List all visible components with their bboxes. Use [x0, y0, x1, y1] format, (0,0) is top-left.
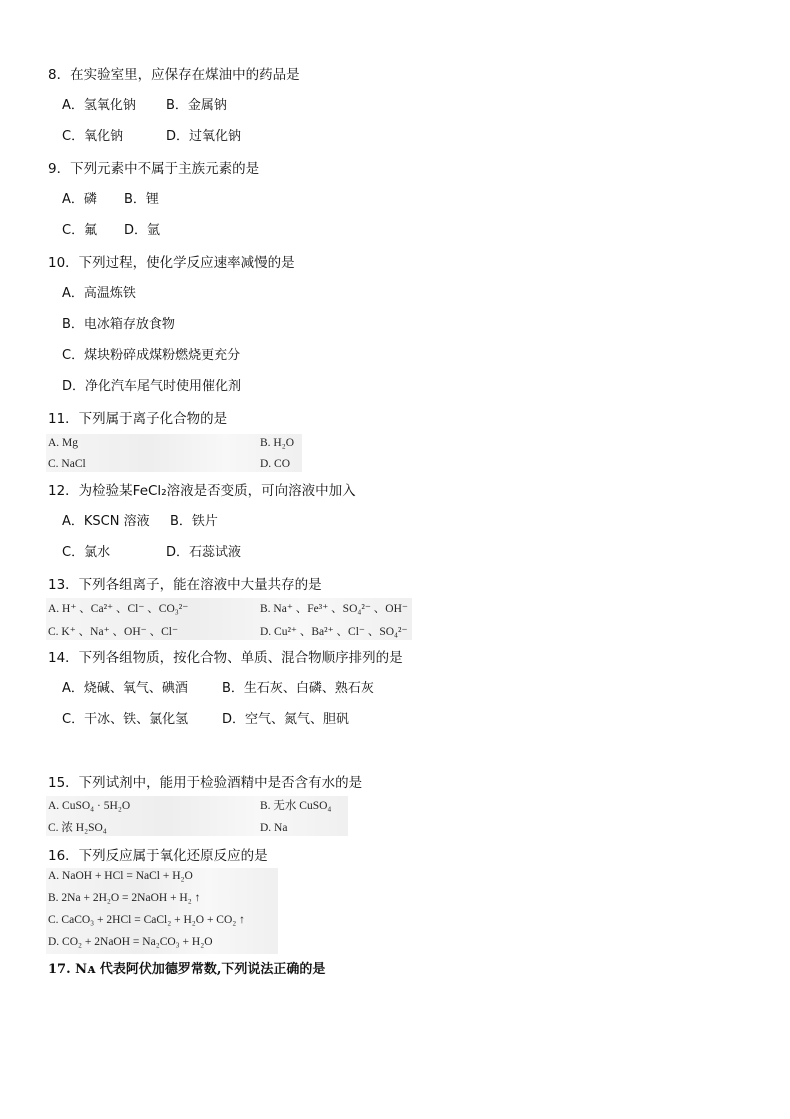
question-10-option-d: D．净化汽车尾气时使用催化剂 — [62, 379, 242, 394]
question-12-option-a: A．KSCN 溶液 — [62, 514, 150, 529]
question-14-option-a: A．烧碱、氧气、碘酒 — [62, 681, 188, 696]
question-16-option-a: A. NaOH + HCl = NaCl + H₂O — [48, 870, 193, 882]
question-11-option-b: B. H₂O — [260, 437, 295, 449]
question-9-option-d: D．氩 — [124, 223, 161, 238]
question-9-stem: 9．下列元素中不属于主族元素的是 — [48, 161, 260, 177]
question-13-stem: 13．下列各组离子，能在溶液中大量共存的是 — [48, 577, 322, 593]
question-11-stem: 11．下列属于离子化合物的是 — [48, 411, 228, 427]
question-12-option-d: D．石蕊试液 — [166, 545, 242, 560]
question-14-option-b: B．生石灰、白磷、熟石灰 — [222, 681, 374, 696]
question-10-option-a: A．高温炼铁 — [62, 286, 136, 301]
question-13-option-a: A. H⁺ 、Ca²⁺ 、Cl⁻ 、CO₃²⁻ — [48, 603, 189, 615]
question-8-option-a: A．氢氧化钠 — [62, 98, 136, 113]
question-16-option-b: B. 2Na + 2H₂O = 2NaOH + H₂ ↑ — [48, 892, 201, 904]
question-15-option-b: B. 无水 CuSO₄ — [260, 800, 332, 812]
question-13-option-d: D. Cu²⁺ 、Ba²⁺ 、Cl⁻ 、SO₄²⁻ — [260, 626, 408, 638]
question-11-option-d: D. CO — [260, 458, 291, 470]
question-15-option-a: A. CuSO₄ · 5H₂O — [48, 800, 131, 812]
question-8-option-b: B．金属钠 — [166, 98, 227, 113]
question-12-option-b: B．铁片 — [170, 514, 218, 529]
question-9-option-b: B．锂 — [124, 192, 159, 207]
question-9-option-a: A．磷 — [62, 192, 97, 207]
question-8-option-d: D．过氧化钠 — [166, 129, 242, 144]
question-13-option-b: B. Na⁺ 、Fe³⁺ 、SO₄²⁻ 、OH⁻ — [260, 603, 408, 615]
question-11-option-c: C. NaCl — [48, 458, 86, 470]
question-12-option-c: C．氯水 — [62, 545, 111, 560]
question-14-option-d: D．空气、氮气、胆矾 — [222, 712, 350, 727]
question-10-option-b: B．电冰箱存放食物 — [62, 317, 175, 332]
question-15-option-d: D. Na — [260, 822, 288, 834]
question-10-stem: 10．下列过程，使化学反应速率减慢的是 — [48, 255, 295, 271]
question-14-option-c: C．干冰、铁、氯化氢 — [62, 712, 189, 727]
question-16-option-c: C. CaCO₃ + 2HCl = CaCl₂ + H₂O + CO₂ ↑ — [48, 914, 245, 926]
question-16-option-d: D. CO₂ + 2NaOH = Na₂CO₃ + H₂O — [48, 936, 213, 948]
question-9-option-c: C．氟 — [62, 223, 98, 238]
question-11-option-a: A. Mg — [48, 437, 79, 449]
question-8-stem: 8．在实验室里，应保存在煤油中的药品是 — [48, 67, 300, 83]
question-17-stem: 17. Nᴀ 代表阿伏加德罗常数,下列说法正确的是 — [48, 962, 326, 977]
question-10-option-c: C．煤块粉碎成煤粉燃烧更充分 — [62, 348, 241, 363]
question-15-stem: 15．下列试剂中，能用于检验酒精中是否含有水的是 — [48, 775, 363, 791]
question-14-stem: 14．下列各组物质，按化合物、单质、混合物顺序排列的是 — [48, 650, 403, 666]
question-15-option-c: C. 浓 H₂SO₄ — [48, 822, 107, 834]
question-13-option-c: C. K⁺ 、Na⁺ 、OH⁻ 、Cl⁻ — [48, 626, 179, 638]
question-8-option-c: C．氧化钠 — [62, 129, 124, 144]
question-16-stem: 16．下列反应属于氧化还原反应的是 — [48, 848, 268, 864]
question-12-stem: 12．为检验某FeCl₂溶液是否变质，可向溶液中加入 — [48, 483, 356, 499]
